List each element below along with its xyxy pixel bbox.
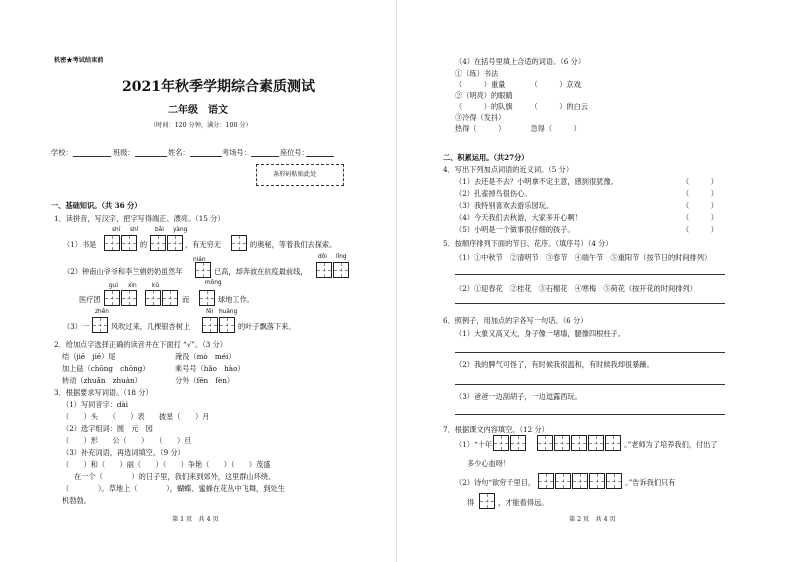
writing-box[interactable] (572, 473, 588, 489)
writing-box[interactable] (199, 290, 215, 306)
writing-box[interactable] (510, 435, 526, 451)
q7-2-pre: （2）诗句“欲穷千里目， (455, 478, 536, 487)
q7-2-next-pre: 得 (467, 498, 475, 507)
pinyin: huáng (219, 309, 238, 315)
answer-line[interactable] (455, 384, 725, 385)
confidential-label: 机密★考试结束前 (54, 57, 104, 64)
page-2 (397, 0, 794, 562)
answer-paren[interactable]: （ ） (682, 201, 718, 210)
q3-2: （2）选字组词：圆 元 园 (62, 424, 153, 433)
writing-box[interactable] (195, 262, 211, 278)
q1-1-mid: 的 (140, 240, 148, 249)
q3-1: （1）写同音字：dài (62, 400, 129, 409)
pinyin: guì (109, 283, 118, 289)
q3-2-line[interactable]: （ ）形 公（ ） （ ）旦 (62, 436, 192, 445)
writing-box[interactable] (231, 235, 247, 251)
writing-box[interactable] (219, 317, 235, 333)
seat-input-line[interactable] (306, 156, 334, 157)
pinyin: lǐng (336, 254, 347, 260)
q4-prompt: （4）在括号里填上合适的词语。（6 分） (455, 57, 586, 66)
q3-3: （3）补充词语，再选词填空。（9 分） (62, 448, 185, 457)
answer-line[interactable] (455, 414, 725, 415)
writing-box[interactable] (104, 290, 120, 306)
q1-1-post: ，有无穷无 (185, 240, 221, 249)
q6-3: （3）爸爸一边刮胡子，一边逗露西玩。 (455, 392, 582, 401)
q7-prompt: 7．根据课文内容填空。（12 分） (443, 425, 549, 434)
section-1-heading: 一、基础知识。（共 36 分） (51, 201, 142, 210)
writing-box[interactable] (493, 435, 509, 451)
q4-a-line[interactable]: （ ）重量 （ ）京戏 (455, 80, 581, 89)
section-2-heading: 二、积累运用。（共27分） (443, 153, 529, 162)
writing-box[interactable] (92, 317, 108, 333)
writing-box[interactable] (316, 262, 332, 278)
writing-box[interactable] (104, 235, 120, 251)
q7-1-post: 。”老师为了培养我们，付出了 (624, 440, 718, 449)
pinyin: xìn (128, 283, 137, 289)
q4h-item: （3）我特别喜欢去游乐园玩。 (455, 201, 554, 210)
q4-b: ②（明亮）的眼睛 (455, 91, 513, 100)
q4-a: ①（练）书法 (455, 69, 499, 78)
q1-prompt: 1．读拼音，写汉字，把字写得端正、漂亮。（15 分） (54, 214, 225, 223)
answer-line[interactable] (455, 274, 725, 275)
barcode-area (256, 164, 344, 186)
pinyin: shí (130, 227, 139, 233)
q6-prompt: 6．照例子，用加点的字各写一句话。（6 分） (443, 316, 588, 325)
answer-paren[interactable]: （ ） (682, 213, 718, 222)
answer-paren[interactable]: （ ） (682, 189, 718, 198)
q5-prompt: 5．按顺序排列下面的节日、花序。（填序号）（4 分） (443, 239, 613, 248)
q2-prompt: 2．给加点字选择正确的读音并在下面打 “√”。（3 分） (54, 340, 227, 349)
q3-1-line[interactable]: （ ）头 （ ）表 披星（ ）月 (62, 412, 210, 421)
writing-box[interactable] (145, 290, 161, 306)
field-school: 学校： (51, 148, 73, 157)
field-seat: 座位号： (280, 148, 309, 157)
q2-item[interactable]: 加上砝（chōng chōng） (62, 364, 150, 373)
pinyin: yàng (173, 227, 188, 233)
q1-1-pre: （1）书是 (63, 240, 97, 249)
q1-4-pre: （3）一 (63, 322, 90, 331)
q1-2-post: 已高，却奔波在抗疫最前线， (214, 267, 308, 276)
q4h-item: （5）小明是一个做事很仔细的孩子。 (455, 225, 575, 234)
writing-box[interactable] (555, 473, 571, 489)
writing-box[interactable] (167, 235, 183, 251)
name-input-line[interactable] (190, 156, 222, 157)
school-input-line[interactable] (73, 156, 111, 157)
pinyin: kǔ (152, 283, 160, 289)
q4-b-line[interactable]: （ ）的队旗 （ ）的白云 (455, 102, 588, 111)
q5-2: （2）①迎春花 ②桂花 ③石榴花 ④寒梅 ⑤荷花（按开花的时间排列） (455, 284, 697, 293)
writing-box[interactable] (121, 235, 137, 251)
q4h-item: （4）今天我们去秋游，大家多开心啊！ (455, 213, 582, 222)
q1-1-end: 的奥秘，等着我们去探索。 (250, 240, 337, 249)
writing-box[interactable] (162, 290, 178, 306)
writing-box[interactable] (571, 435, 587, 451)
q2-item[interactable]: 分外（fēn fèn） (175, 376, 235, 385)
q7-1-next: 多少心血呀！ (467, 459, 511, 468)
q3-3-line3[interactable]: （ ）。草地上（ ），蝴蝶、蜜蜂在花丛中飞舞，到处生 (62, 484, 285, 493)
writing-box[interactable] (202, 317, 218, 333)
writing-box[interactable] (605, 435, 621, 451)
writing-box[interactable] (589, 473, 605, 489)
writing-box[interactable] (538, 473, 554, 489)
q1-3-post: 球地工作。 (218, 295, 254, 304)
q3-3-line4: 机勃勃。 (62, 496, 91, 505)
q3-3-line2[interactable]: 在一个（ ）的日子里，我们来到郊外，这里群山环绕、 (74, 472, 276, 481)
barcode-label: 条形码粘贴此处 (273, 171, 317, 178)
writing-box[interactable] (537, 435, 553, 451)
q1-2-pre: （2）钟南山爷爷和李兰娟奶奶虽然年 (63, 267, 183, 276)
q5-1: （1）①中秋节 ②清明节 ③春节 ④端午节 ⑤重阳节（按节日的时间排列） (455, 253, 712, 262)
pinyin: nián (193, 257, 206, 263)
class-input-line[interactable] (135, 156, 167, 157)
field-class: 班级： (113, 148, 135, 157)
room-input-line[interactable] (251, 156, 279, 157)
q7-2-next-post: ，才能看得远。 (498, 498, 549, 507)
q4h-item: （1）去还是不去？小明拿不定主意，感到很犹豫。 (455, 177, 618, 186)
writing-box[interactable] (588, 435, 604, 451)
writing-box[interactable] (150, 235, 166, 251)
time-score: （时间：120 分钟，满分：100 分） (150, 122, 252, 129)
q7-1-pre: （1）“十年 (455, 440, 492, 449)
exam-subtitle: 二年级 语文 (168, 105, 228, 116)
pinyin: fēi (206, 309, 214, 315)
writing-box[interactable] (554, 435, 570, 451)
pinyin: mǒng (205, 280, 222, 286)
q4h-item: （2）孔雀掉鸟很伤心。 (455, 189, 532, 198)
writing-box[interactable] (121, 290, 137, 306)
q4-c: ③冷得（发抖） (455, 113, 506, 122)
answer-paren[interactable]: （ ） (682, 225, 718, 234)
q7-2-post: 。”告诉我们只有 (625, 478, 676, 487)
pinyin: zhēn (95, 309, 109, 315)
q6-2: （2）我的脾气可怪了，有时候我很温和，有时候我却很暴躁。 (455, 360, 654, 369)
answer-line[interactable] (455, 352, 725, 353)
field-room: 考场号： (222, 148, 251, 157)
field-name: 姓名： (168, 148, 190, 157)
writing-box[interactable] (333, 262, 349, 278)
q2-item[interactable]: 结（jiē jié）尾 (62, 352, 116, 361)
writing-box[interactable] (606, 473, 622, 489)
page-number: 第 2 页 共 4 页 (569, 516, 616, 523)
q2-item[interactable]: 乘号号（hǎo hào） (175, 364, 245, 373)
answer-paren[interactable]: （ ） (682, 177, 718, 186)
q1-4-mid: 风吹过来，几棵银杏树上 (111, 322, 191, 331)
q3-3-line1[interactable]: （ ）和（ ）丽（ ）（ ）争艳（ ）（ ）茂盛 (62, 460, 271, 469)
q2-item[interactable]: 转动（zhuǎn zhuàn） (62, 376, 142, 385)
q4h-prompt: 4．写出下列加点词语的近义词。（5 分） (443, 165, 574, 174)
answer-line[interactable] (455, 303, 725, 304)
page-number: 第 1 页 共 4 页 (172, 516, 219, 523)
pinyin: bǎi (155, 227, 164, 233)
exam-title: 2021年秋季学期综合素质测试 (122, 79, 315, 95)
q1-3-mid: 而 (182, 295, 190, 304)
q1-4-post: 的叶子飘落下来。 (238, 322, 296, 331)
q6-1: （1）大象又高又大，身子像一堵墙，腿像四根柱子。 (455, 329, 625, 338)
writing-box[interactable] (479, 493, 495, 509)
pinyin: dōi (318, 254, 327, 260)
q3-prompt: 3．根据要求写词语。（18 分） (54, 388, 153, 397)
pinyin: shí (112, 227, 121, 233)
q1-3-pre: 医疗团 (79, 295, 101, 304)
q4-c-line[interactable]: 热得（ ） 急得（ ） (455, 124, 581, 133)
q2-item[interactable]: 淹没（mò méi） (175, 352, 236, 361)
